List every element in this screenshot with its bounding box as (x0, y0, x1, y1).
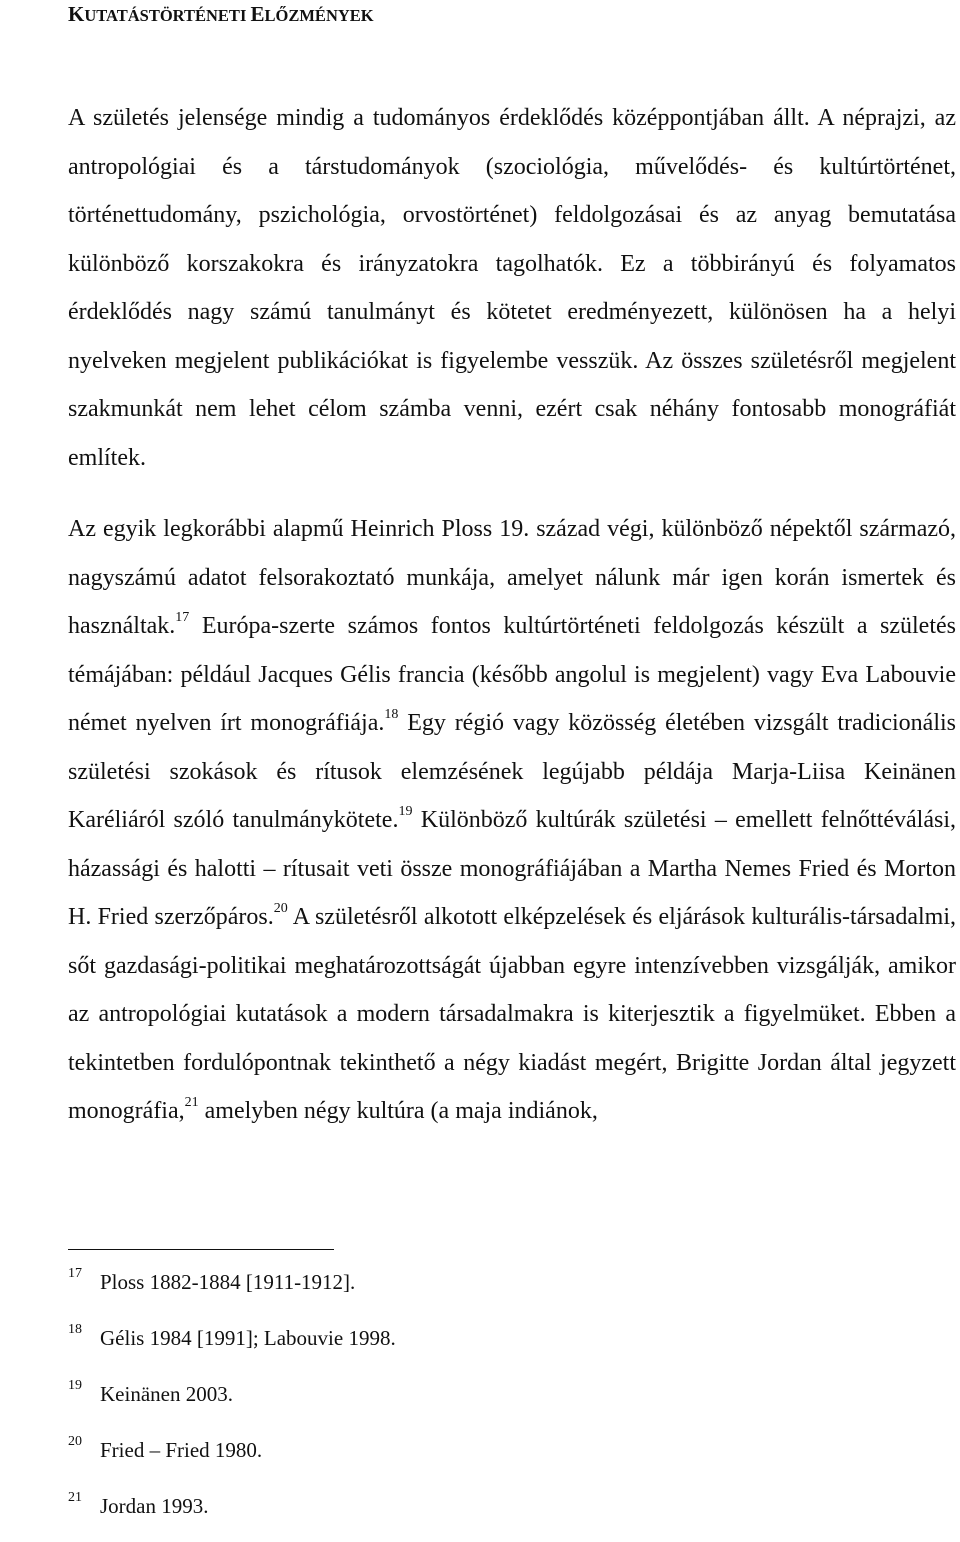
footnote-text: Fried – Fried 1980. (100, 1438, 263, 1462)
paragraph-2-segment-5: A születésről alkotott elképzelések és eljárások kulturális-társadalmi, sőt gazdasági-politikai meghatározottságát újabban egyre intenzívebben vizsgálják, amikor az antropológiai kutatások a modern társadalmakra is kiterjesztik a figyelmüket. Ebben a tekintetben fordulópontnak tekinthető a négy kiadást megért, Brigitte Jordan által jegyzett monográfia, (68, 904, 957, 1124)
footnote-item (68, 1318, 956, 1374)
footnote-number: 17 (68, 1266, 82, 1281)
footnote-separator (68, 1249, 334, 1250)
paragraph-2-segment-1: Az egyik legkorábbi alapmű Heinrich Ploss 19. század végi, különböző népektől származó, nagyszámú adatot felsorakoztató munkája, amelyet nálunk már igen korán ismertek és használtak. (68, 516, 956, 639)
footnotes (68, 1262, 956, 1542)
footnote-ref-20[interactable]: 20 (273, 901, 288, 916)
paragraph-1: A születés jelensége mindig a tudományos érdeklődés középpontjában állt. A néprajzi, az antropológiai és a társtudományok (szociológia, művelődés- és kultúrtörténet, történettudomány, pszichológia, orvostörténet) feldolgozásai és az anyag bemutatása különböző korszakokra és irányzatokra tagolhatók. Ez a többirányú és folyamatos érdeklődés nagy számú tanulmányt és kötetet eredményezett, különösen ha a helyi nyelveken megjelent publikációkat is figyelembe vesszük. Az összes születésről megjelent szakmunkát nem lehet célom számba venni, ezért csak néhány fontosabb monográfiát említek. (68, 105, 956, 471)
footnote-number: 18 (68, 1322, 82, 1337)
footnote-item (68, 1374, 956, 1430)
heading-rest-e: LŐZMÉNYEK (264, 6, 374, 25)
heading-initial-k: K (68, 2, 85, 26)
footnote-number: 19 (68, 1378, 82, 1393)
footnote-ref-18[interactable]: 18 (384, 707, 399, 722)
paragraph-2-segment-2: Európa-szerte számos fontos kultúrtörténeti feldolgozás készült a születés témájában: például Jacques Gélis francia (később angolul is megjelent) vagy Eva Labouvie német nyelven írt monográfiája. (68, 613, 956, 736)
footnote-text: Keinänen 2003. (100, 1382, 233, 1406)
paragraph-2-segment-4: Különböző kultúrák születési – emellett felnőttéválási, házassági és halotti – rítusait veti össze monográfiájában a Martha Nemes Fried és Morton H. Fried szerzőpáros. (68, 807, 956, 930)
heading-rest-k: UTATÁSTÖRTÉNETI (84, 6, 251, 25)
heading-initial-e: E (250, 2, 265, 26)
footnote-ref-19[interactable]: 19 (398, 804, 413, 819)
footnote-item (68, 1262, 956, 1318)
footnote-ref-21[interactable]: 21 (184, 1095, 199, 1110)
footnote-item (68, 1486, 956, 1542)
footnote-number: 21 (68, 1490, 82, 1505)
footnote-text: Gélis 1984 [1991]; Labouvie 1998. (100, 1326, 396, 1350)
footnote-item (68, 1430, 956, 1486)
paragraph-2-segment-3: Egy régió vagy közösség életében vizsgált tradicionális születési szokások és rítusok elemzésének legújabb példája Marja-Liisa Keinänen Karéliáról szóló tanulmánykötete. (68, 710, 956, 833)
footnote-ref-17[interactable]: 17 (175, 610, 190, 625)
footnote-text: Jordan 1993. (100, 1494, 209, 1518)
paragraph-2-segment-6: amelyben négy kultúra (a maja indiánok, (198, 1098, 598, 1124)
footnote-text: Ploss 1882-1884 [1911-1912]. (100, 1270, 356, 1294)
paragraph-2 (68, 505, 956, 1136)
section-heading (68, 2, 374, 27)
footnote-number: 20 (68, 1434, 82, 1449)
